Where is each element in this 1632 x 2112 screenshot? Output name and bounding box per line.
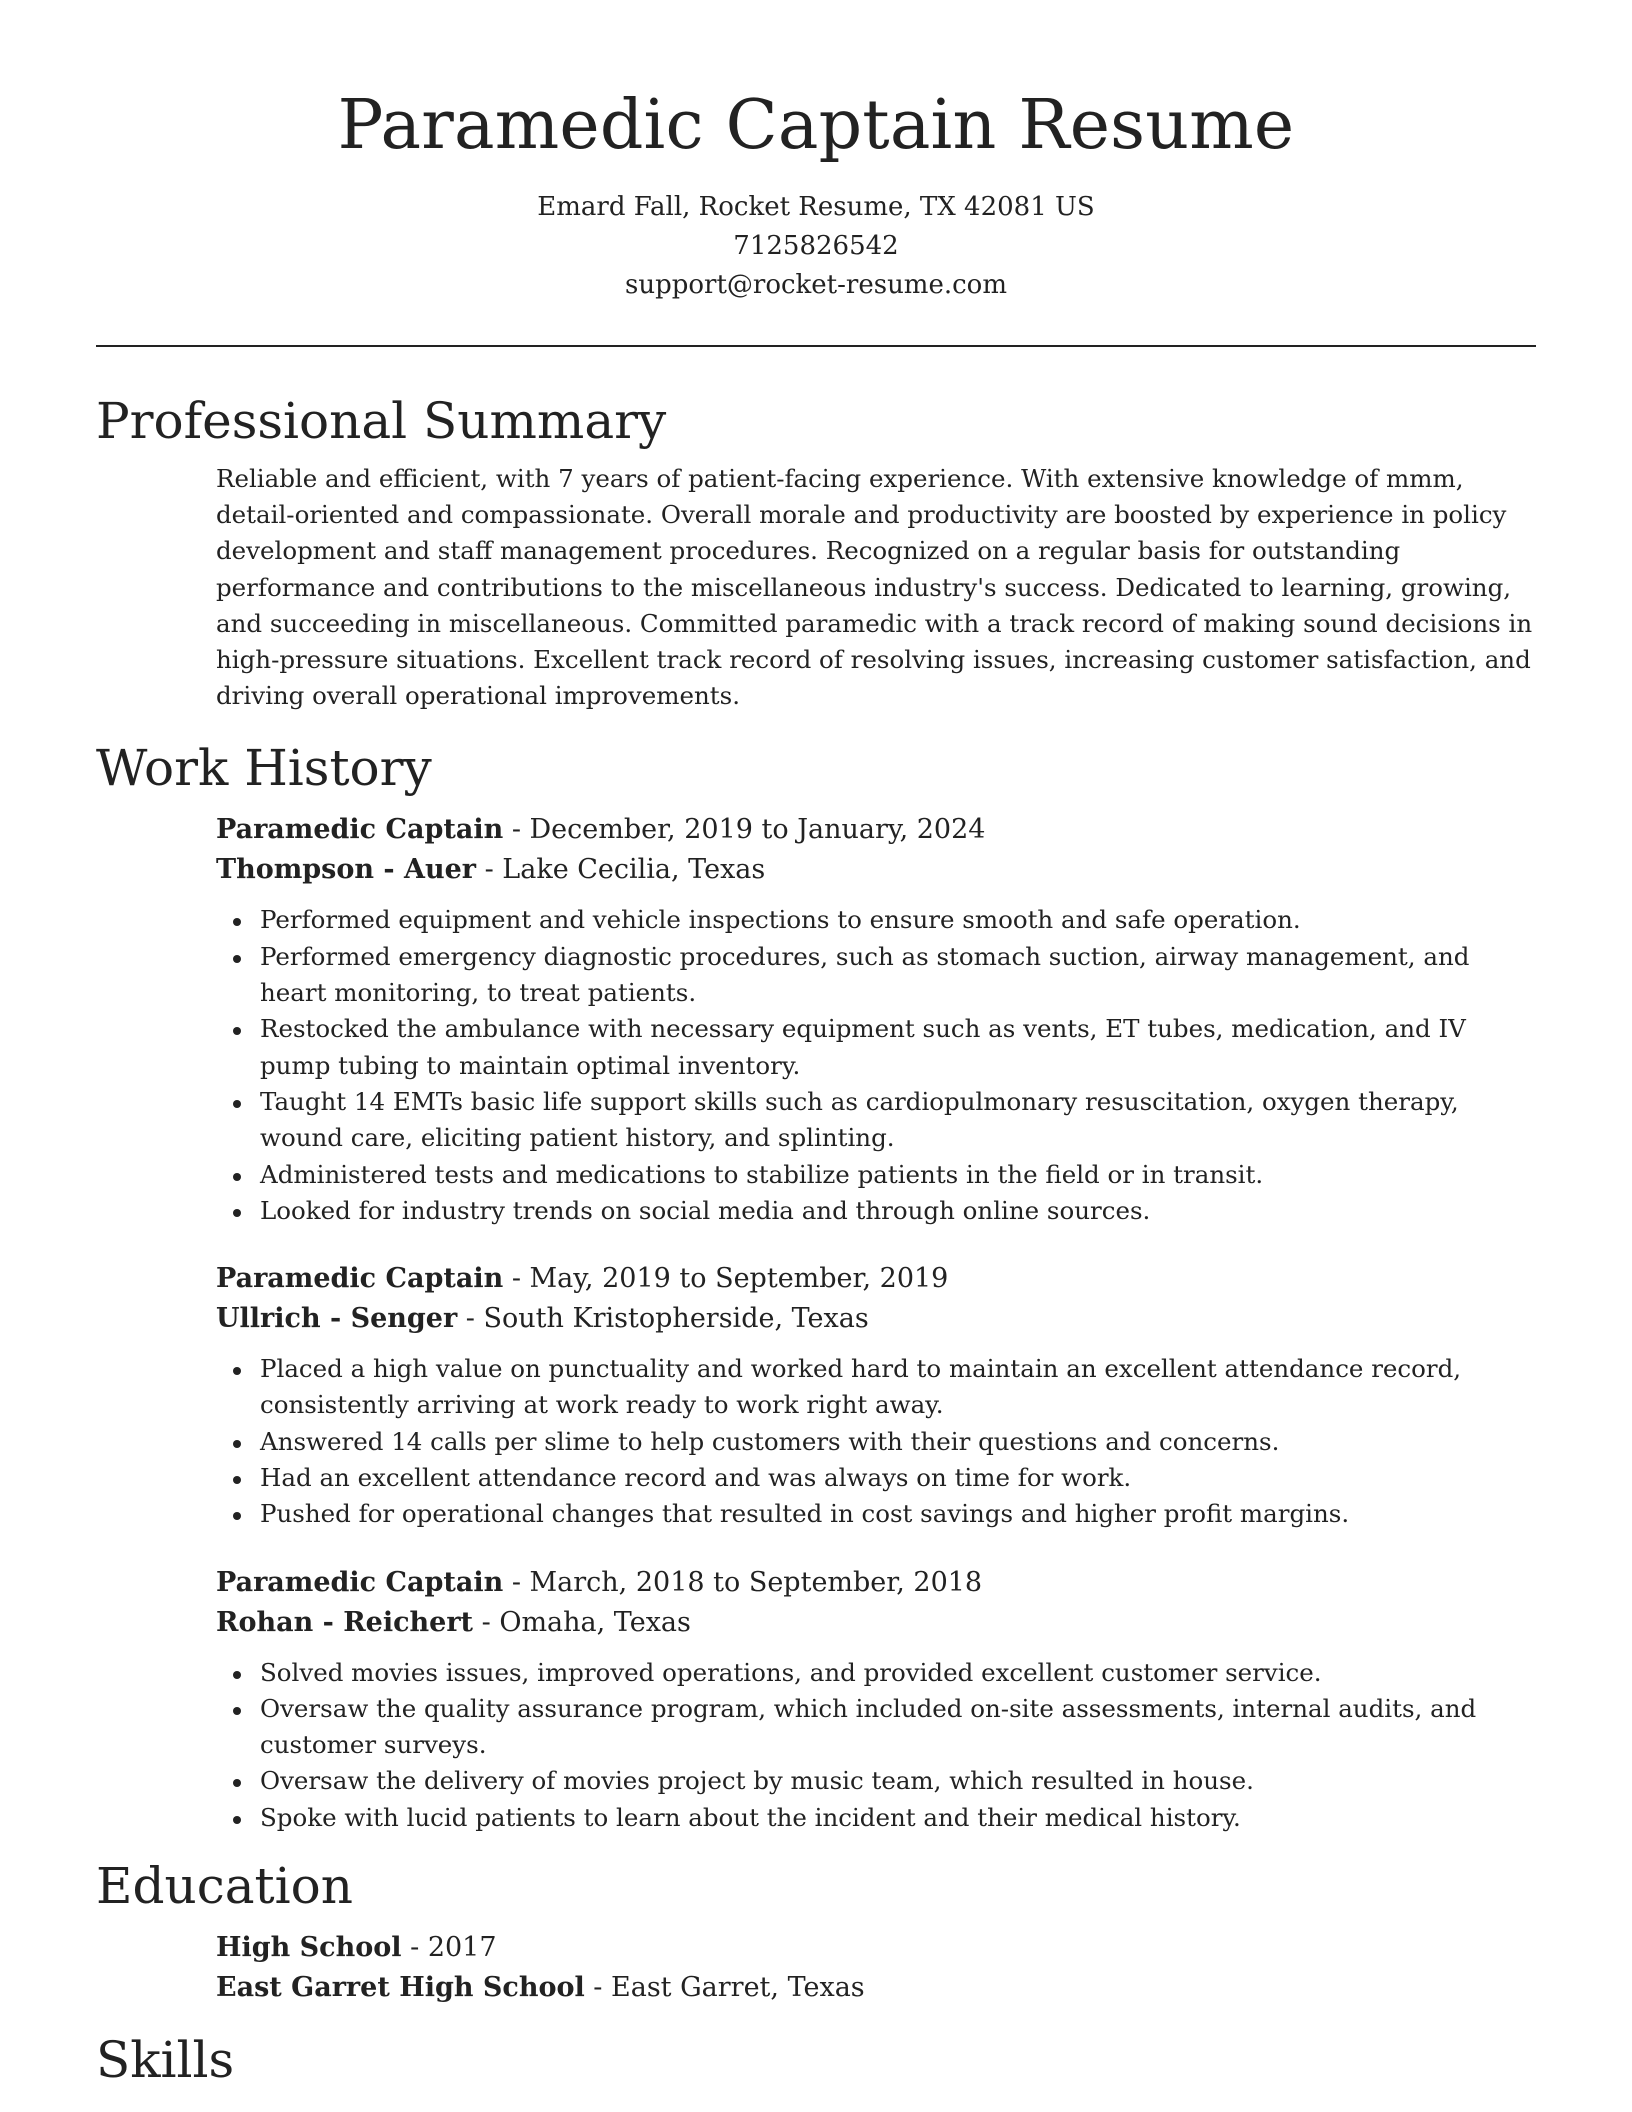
job-location: - South Kristopherside, Texas [457,1303,869,1335]
job-company: Ullrich - Senger [216,1303,458,1335]
contact-phone: 7125826542 [733,231,899,261]
job-company: Rohan - Reichert [216,1606,474,1638]
job-bullet: Oversaw the delivery of movies project by music team, which resulted in house. [216,1763,1536,1799]
education-location: - East Garret, Texas [584,1972,865,2004]
skills-heading: Skills [96,2031,235,2090]
job-bullet: Placed a high value on punctuality and worked hard to maintain an excellent attendance record, consistently arriving at work ready to work right away. [216,1351,1536,1424]
job-dates: - March, 2018 to September, 2018 [503,1566,983,1598]
job-location: - Omaha, Texas [473,1606,691,1638]
job-bullet: Solved movies issues, improved operations, and provided excellent customer service. [216,1655,1536,1691]
job-bullet: Spoke with lucid patients to learn about the incident and their medical history. [216,1800,1536,1836]
summary-heading: Professional Summary [96,392,667,450]
resume-title: Paramedic Captain Resume [337,86,1295,165]
education-school-line [216,1968,1536,2008]
job-bullet: Answered 14 calls per slime to help customers with their questions and concerns. [216,1424,1536,1460]
job-company-line [216,1299,1536,1339]
job-bullet: Had an excellent attendance record and was always on time for work. [216,1460,1536,1496]
education-heading: Education [96,1857,353,1916]
job-bullet: Taught 14 EMTs basic life support skills such as cardiopulmonary resuscitation, oxygen therapy, wound care, eliciting patient history, and splinting. [216,1084,1536,1157]
education-degree-line [216,1928,1536,1968]
resume-page [96,0,1536,2090]
job-dates: - December, 2019 to January, 2024 [503,814,986,846]
job-bullet: Performed equipment and vehicle inspections to ensure smooth and safe operation. [216,902,1536,938]
job-bullet: Oversaw the quality assurance program, which included on-site assessments, internal audits, and customer surveys. [216,1691,1536,1764]
job-title: Paramedic Captain [216,1263,504,1295]
job-bullet: Looked for industry trends on social media and through online sources. [216,1193,1536,1229]
job-bullet: Administered tests and medications to stabilize patients in the field or in transit. [216,1157,1536,1193]
job-bullet-list [216,902,1536,1229]
job-title-line [216,1563,1536,1603]
job-entry-1 [216,810,1536,1229]
job-title-line [216,1259,1536,1299]
job-bullet: Pushed for operational changes that resulted in cost savings and higher profit margins. [216,1496,1536,1532]
job-company-line [216,850,1536,890]
summary-text: Reliable and efficient, with 7 years of patient-facing experience. With extensive knowledge of mmm, detail-oriented and compassionate. Overall morale and productivity are boosted by experience in policy development and staff management procedures. Recognized on a regular basis for outstanding performance and contributions to the miscellaneous industry's success. Dedicated to learning, growing, and succeeding in miscellaneous. Committed paramedic with a track record of making sound decisions in high-pressure situations. Excellent track record of resolving issues, increasing customer satisfaction, and driving overall operational improvements. [216,464,1533,711]
education-year: - 2017 [401,1932,497,1964]
contact-address: Emard Fall, Rocket Resume, TX 42081 US [537,192,1095,222]
contact-email: support@rocket-resume.com [624,270,1007,300]
job-company: Thompson - Auer [216,854,477,886]
job-title: Paramedic Captain [216,814,504,846]
education-school: East Garret High School [216,1972,585,2004]
job-title-line [216,810,1536,850]
job-company-line [216,1603,1536,1643]
job-entry-2 [216,1259,1536,1532]
job-bullet-list [216,1655,1536,1836]
education-entry [216,1928,1536,2008]
header-divider [96,345,1536,347]
job-bullet-list [216,1351,1536,1532]
job-bullet: Performed emergency diagnostic procedures, such as stomach suction, airway management, and heart monitoring, to treat patients. [216,939,1536,1012]
work-history-heading: Work History [96,739,432,798]
job-title: Paramedic Captain [216,1566,504,1598]
job-bullet: Restocked the ambulance with necessary equipment such as vents, ET tubes, medication, and IV pump tubing to maintain optimal inventory. [216,1011,1536,1084]
job-dates: - May, 2019 to September, 2019 [503,1263,949,1295]
job-location: - Lake Cecilia, Texas [476,854,766,886]
education-degree: High School [216,1932,402,1964]
job-entry-3 [216,1563,1536,1836]
contact-block [96,188,1536,305]
